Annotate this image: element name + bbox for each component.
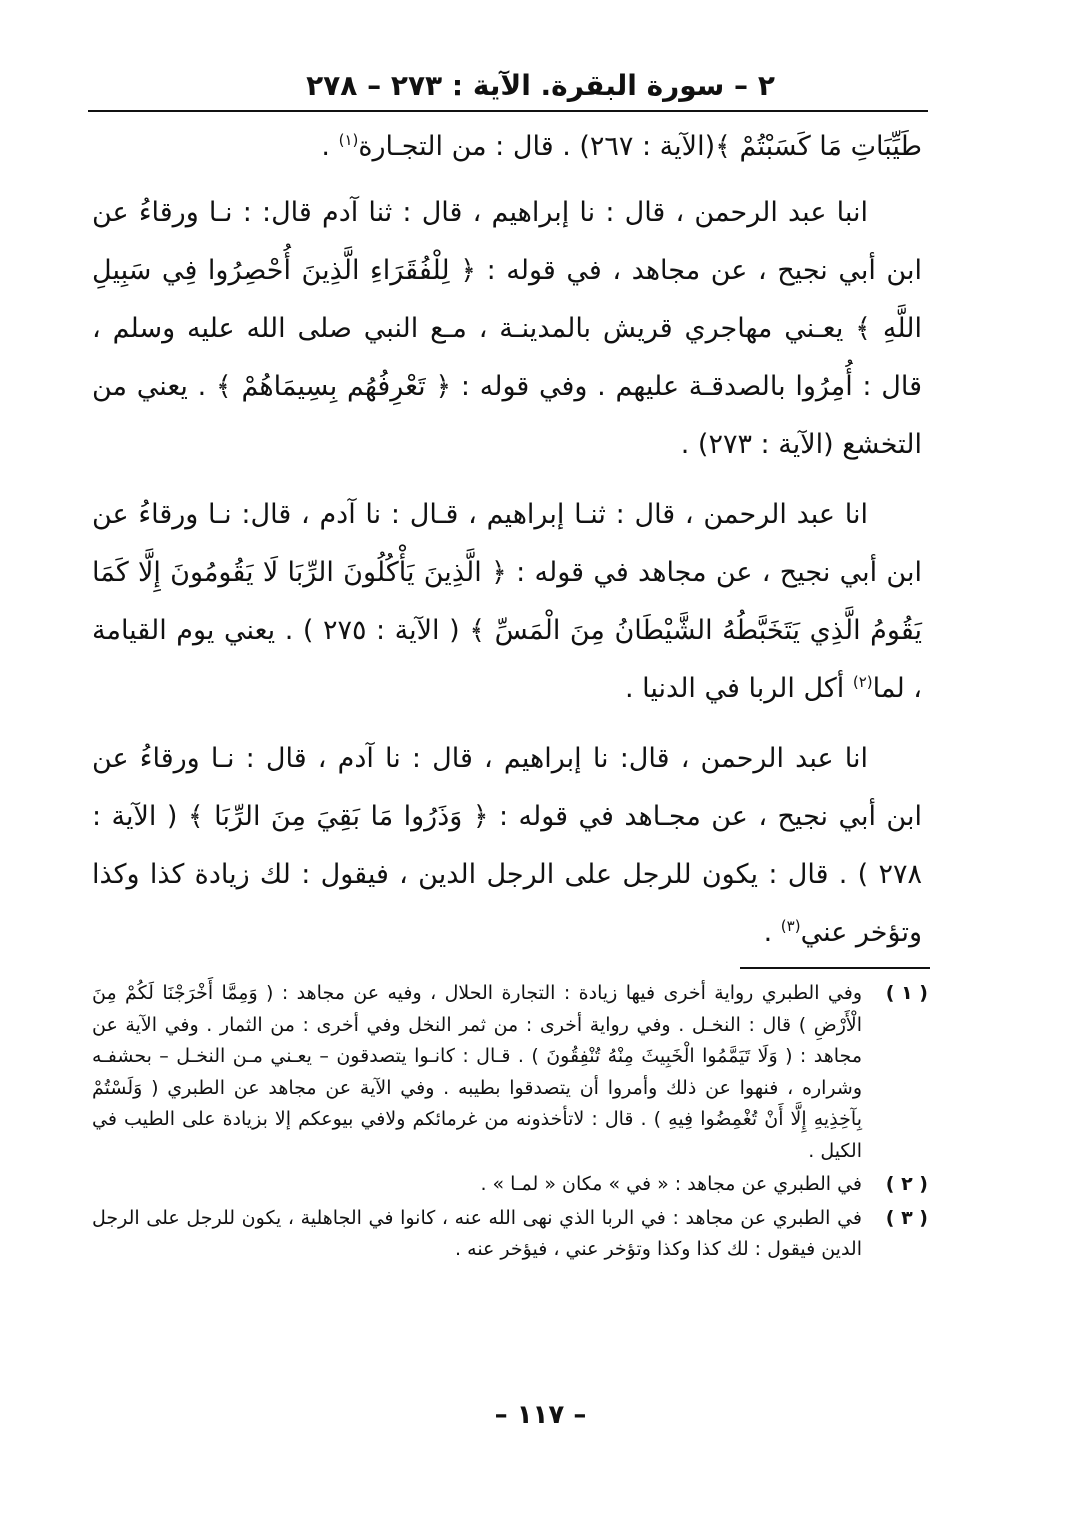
page-number: – ١١٧ – — [494, 1400, 587, 1430]
footnote-3 — [92, 1203, 928, 1266]
main-text — [92, 118, 922, 962]
footnote-ref-2[interactable]: (٢) — [852, 673, 873, 691]
running-header: ٢ – سورة البقرة. الآية : ٢٧٣ – ٢٧٨ — [306, 69, 775, 102]
paragraph-1-text: انبا عبد الرحمن ، قال : نا إبراهيم ، قال : ثنا آدم قال: : نـا ورقاءُ عن ابن أبي نجيح ، عن مجاهد ، في قوله : ﴿ لِلْفُقَرَاءِ الَّذِينَ أُحْصِرُوا فِي سَبِيلِ اللَّهِ ﴾ يعـني مهاجري قريش بالمدينـة ، مـع النبي صلى الله عليه وسلم ، قال : أُمِرُوا بالصدقـة عليهم . وفي قوله : ﴿ تَعْرِفُهُم بِسِيمَاهُمْ ﴾ . يعني من التخشع (الآية : ٢٧٣) . — [92, 197, 922, 460]
opening-end: . — [321, 131, 339, 162]
footnote-text: في الطبري عن مجاهد : « في » مكان « لمـا » . — [480, 1173, 862, 1195]
opening-line — [92, 118, 922, 176]
footnote-number: ( ١ ) — [885, 982, 928, 1004]
footnote-text: وفي الطبري رواية أخرى فيها زيادة : التجارة الحلال ، وفيه عن مجاهد : ( وَمِمَّا أَخْرَجْنَا لَكُمْ مِنَ الْأَرْضِ ) قال : النخـل . وفي رواية أخرى : من ثمر النخل وفي أخرى : من الثمار . وفي الآية عن مجاهد : ( وَلَا تَيَمَّمُوا الْخَبِيثَ مِنْهُ تُنْفِقُونَ ) . قـال : كانـوا يتصدقون – يعـني مـن النخـل – بحشفـه وشراره ، فنهوا عن ذلك وأمروا أن يتصدقوا بطيبه . وفي الآية عن مجاهد عن الطبري ( وَلَسْتُمْ بِآخِذِيهِ إِلَّا أَنْ تُغْمِضُوا فِيهِ ) . قال : لاتأخذونه من غرمائكم ولافي بيوعكم إلا بزيادة على الطيب في الكيل . — [92, 982, 862, 1162]
paragraph-1 — [92, 184, 922, 474]
footnote-number: ( ٢ ) — [885, 1173, 928, 1195]
footnote-number: ( ٣ ) — [885, 1206, 928, 1229]
paragraph-3 — [92, 730, 922, 962]
footnote-1 — [92, 978, 928, 1167]
footnote-divider — [740, 967, 930, 969]
footnote-text: في الطبري عن مجاهد : في الربا الذي نهى الله عنه ، كانوا في الجاهلية ، يكون للرجل على الرجل الدين فيقول : لك كذا وكذا وتؤخر عني ، فيؤخر عنه . — [92, 1206, 862, 1260]
paragraph-2-end: أكل الربا في الدنيا . — [624, 673, 853, 704]
footnote-ref-1[interactable]: (١) — [338, 131, 359, 149]
paragraph-2-text: انا عبد الرحمن ، قال : ثنـا إبراهيم ، قـال : نا آدم ، قال: نـا ورقاءُ عن ابن أبي نجيح ، عن مجاهد في قوله : ﴿ الَّذِينَ يَأْكُلُونَ الرِّبَا لَا يَقُومُونَ إِلَّا كَمَا يَقُومُ الَّذِي يَتَخَبَّطُهُ الشَّيْطَانُ مِنَ الْمَسِّ ﴾ ( الآية : ٢٧٥ ) . يعني يوم القيامة ، لما — [92, 499, 922, 704]
paragraph-3-text: انا عبد الرحمن ، قال: نا إبراهيم ، قال : نا آدم ، قال : نـا ورقاءُ عن ابن أبي نجيح ، عن مجـاهد في قوله : ﴿ وَذَرُوا مَا بَقِيَ مِنَ الرِّبَا ﴾ ( الآية : ٢٧٨ ) . قال : يكون للرجل على الرجل الدين ، فيقول : لك زيادة كذا وكذا وتؤخر عني — [92, 743, 922, 948]
opening-text: طَيِّبَاتِ مَا كَسَبْتُمْ ﴾(الآية : ٢٦٧) . قال : من التجـارة — [358, 131, 922, 162]
header-divider — [88, 110, 928, 112]
paragraph-2 — [92, 486, 922, 718]
footnote-ref-3[interactable]: (٣) — [780, 917, 801, 935]
paragraph-3-end: . — [763, 917, 781, 948]
footnote-2 — [92, 1169, 928, 1201]
footnotes — [92, 978, 928, 1266]
